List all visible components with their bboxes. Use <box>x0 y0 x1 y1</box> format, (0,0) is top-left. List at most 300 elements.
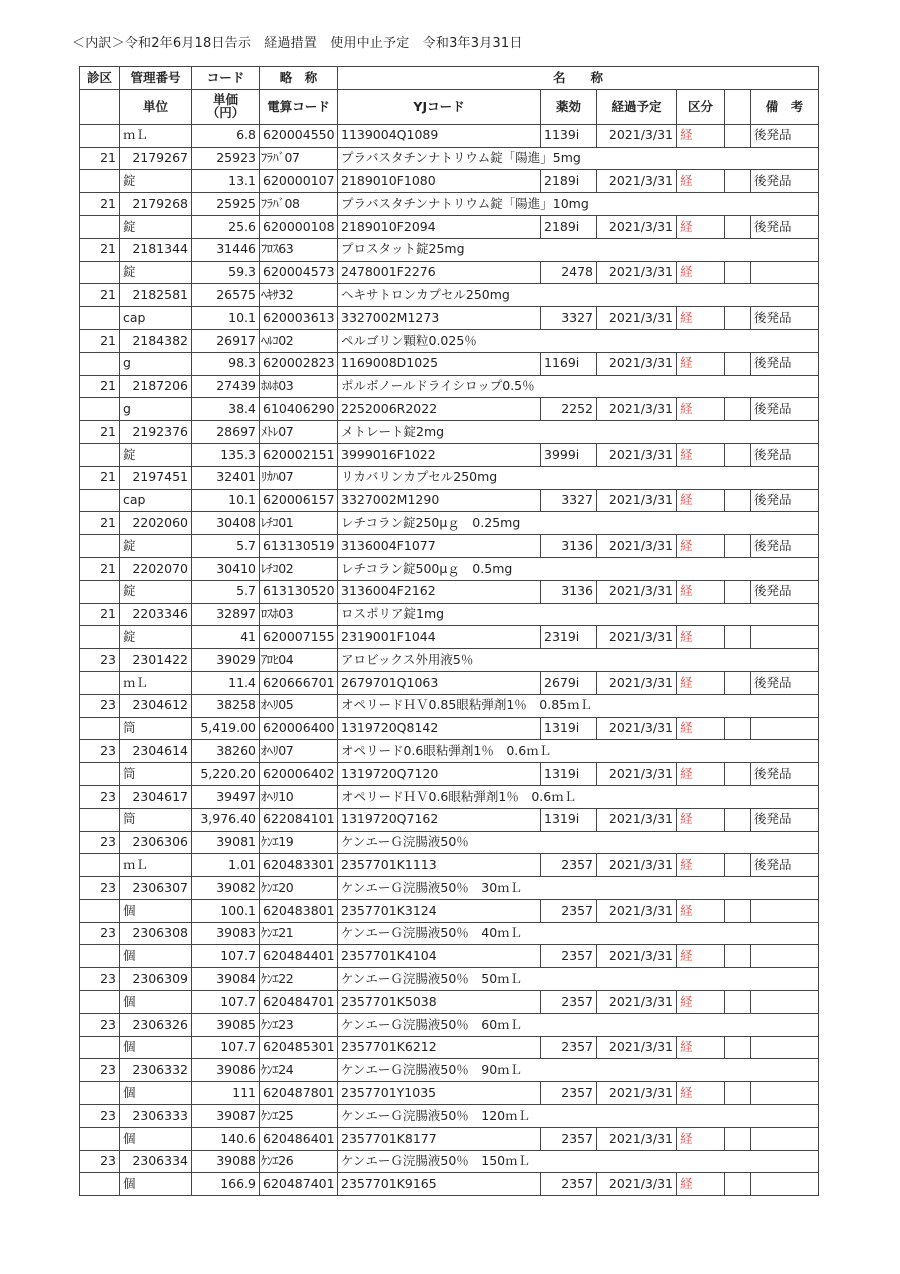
cell-yj: 2357701K9165 <box>338 1173 541 1196</box>
header-yj: YJコード <box>338 89 541 124</box>
cell-kubun: 経 <box>677 580 725 603</box>
cell-yakko: 3999i <box>541 443 597 466</box>
cell-tani: 錠 <box>120 170 192 193</box>
cell-name: ケンエーＧ浣腸液50％ 60ｍＬ <box>338 1013 725 1036</box>
table-row <box>80 512 819 535</box>
cell-name: アロビックス外用液5％ <box>338 649 725 672</box>
cell-biko <box>751 991 819 1014</box>
cell-yj: 2252006R2022 <box>338 398 541 421</box>
cell-kubun: 経 <box>677 170 725 193</box>
cell-price: 11.4 <box>192 671 260 694</box>
table-row <box>80 124 819 147</box>
cell-kanri: 2197451 <box>120 466 192 489</box>
table-row <box>80 557 819 580</box>
table-row <box>80 170 819 193</box>
cell-name: ケンエーＧ浣腸液50％ 30ｍＬ <box>338 877 725 900</box>
table-row <box>80 1013 819 1036</box>
cell-code: 31446 <box>192 238 260 261</box>
cell-ryaku: ﾚﾁｺ02 <box>260 557 338 580</box>
table-row <box>80 535 819 558</box>
table-row <box>80 261 819 284</box>
cell-price: 25.6 <box>192 215 260 238</box>
cell-tani: 錠 <box>120 580 192 603</box>
cell-date: 2021/3/31 <box>597 945 677 968</box>
cell-ryaku: ｱﾛﾋ04 <box>260 649 338 672</box>
cell-biko: 後発品 <box>751 443 819 466</box>
cell-kanri: 2301422 <box>120 649 192 672</box>
table-row <box>80 763 819 786</box>
cell-date: 2021/3/31 <box>597 124 677 147</box>
cell-densan: 620487401 <box>260 1173 338 1196</box>
cell-name: レチコラン錠250μｇ 0.25mg <box>338 512 725 535</box>
table-row <box>80 1127 819 1150</box>
cell-shinku: 21 <box>80 557 120 580</box>
table-row <box>80 284 819 307</box>
cell-biko: 後発品 <box>751 808 819 831</box>
cell-kubun: 経 <box>677 945 725 968</box>
cell-tani: g <box>120 352 192 375</box>
table-row <box>80 489 819 512</box>
cell-densan: 620002823 <box>260 352 338 375</box>
cell-yj: 2357701K3124 <box>338 899 541 922</box>
cell-tani: 錠 <box>120 626 192 649</box>
cell-name: メトレート錠2mg <box>338 421 725 444</box>
cell-densan: 622084101 <box>260 808 338 831</box>
cell-name: ロスポリア錠1mg <box>338 603 725 626</box>
cell-name: リカバリンカプセル250mg <box>338 466 725 489</box>
cell-yj: 2319001F1044 <box>338 626 541 649</box>
cell-shinku: 23 <box>80 922 120 945</box>
cell-code: 30408 <box>192 512 260 535</box>
cell-yj: 2357701Y1035 <box>338 1082 541 1105</box>
cell-kanri: 2306334 <box>120 1150 192 1173</box>
table-row <box>80 740 819 763</box>
cell-kubun: 経 <box>677 991 725 1014</box>
cell-kubun: 経 <box>677 626 725 649</box>
cell-yj: 3327002M1273 <box>338 307 541 330</box>
cell-yakko: 1319i <box>541 808 597 831</box>
table-row <box>80 147 819 170</box>
cell-ryaku: ｹﾝｴ19 <box>260 831 338 854</box>
cell-kubun: 経 <box>677 1127 725 1150</box>
cell-name: プラバスタチンナトリウム錠「陽進」10mg <box>338 193 725 216</box>
cell-tani: 筒 <box>120 717 192 740</box>
cell-name: レチコラン錠500μｇ 0.5mg <box>338 557 725 580</box>
cell-shinku: 21 <box>80 193 120 216</box>
cell-ryaku: ｹﾝｴ20 <box>260 877 338 900</box>
table-row <box>80 922 819 945</box>
cell-biko: 後発品 <box>751 535 819 558</box>
cell-yakko: 3136 <box>541 580 597 603</box>
cell-densan: 620003613 <box>260 307 338 330</box>
cell-kubun: 経 <box>677 717 725 740</box>
header-kubun: 区分 <box>677 89 725 124</box>
cell-biko: 後発品 <box>751 215 819 238</box>
cell-biko <box>751 945 819 968</box>
cell-yakko: 3327 <box>541 307 597 330</box>
cell-tani: 個 <box>120 1173 192 1196</box>
cell-price: 5.7 <box>192 580 260 603</box>
cell-ryaku: ｹﾝｴ26 <box>260 1150 338 1173</box>
cell-name: ケンエーＧ浣腸液50％ 150ｍＬ <box>338 1150 725 1173</box>
cell-yj: 2189010F1080 <box>338 170 541 193</box>
cell-biko <box>751 1173 819 1196</box>
cell-price: 41 <box>192 626 260 649</box>
cell-kubun: 経 <box>677 1173 725 1196</box>
cell-shinku: 21 <box>80 421 120 444</box>
cell-date: 2021/3/31 <box>597 717 677 740</box>
cell-price: 111 <box>192 1082 260 1105</box>
cell-yj: 2357701K6212 <box>338 1036 541 1059</box>
cell-date: 2021/3/31 <box>597 626 677 649</box>
cell-code: 39087 <box>192 1105 260 1128</box>
cell-biko: 後発品 <box>751 307 819 330</box>
table-row <box>80 215 819 238</box>
cell-code: 39085 <box>192 1013 260 1036</box>
cell-biko <box>751 1036 819 1059</box>
cell-densan: 620483801 <box>260 899 338 922</box>
cell-shinku: 21 <box>80 375 120 398</box>
cell-biko: 後発品 <box>751 763 819 786</box>
cell-tani: ｍＬ <box>120 124 192 147</box>
cell-date: 2021/3/31 <box>597 535 677 558</box>
cell-kubun: 経 <box>677 1036 725 1059</box>
cell-date: 2021/3/31 <box>597 352 677 375</box>
cell-kanri: 2306332 <box>120 1059 192 1082</box>
cell-ryaku: ｹﾝｴ21 <box>260 922 338 945</box>
cell-ryaku: ｹﾝｴ23 <box>260 1013 338 1036</box>
cell-biko: 後発品 <box>751 580 819 603</box>
cell-densan: 620484701 <box>260 991 338 1014</box>
cell-name: ケンエーＧ浣腸液50％ 40ｍＬ <box>338 922 725 945</box>
table-row <box>80 1036 819 1059</box>
cell-yj: 2357701K8177 <box>338 1127 541 1150</box>
cell-yakko: 1319i <box>541 763 597 786</box>
cell-price: 5.7 <box>192 535 260 558</box>
cell-name: ケンエーＧ浣腸液50％ 120ｍＬ <box>338 1105 725 1128</box>
cell-biko: 後発品 <box>751 854 819 877</box>
cell-shinku: 23 <box>80 1059 120 1082</box>
cell-densan: 620483301 <box>260 854 338 877</box>
cell-kubun: 経 <box>677 1082 725 1105</box>
header-tani: 単位 <box>120 89 192 124</box>
cell-price: 135.3 <box>192 443 260 466</box>
table-row <box>80 1105 819 1128</box>
cell-date: 2021/3/31 <box>597 215 677 238</box>
cell-yakko: 1139i <box>541 124 597 147</box>
header-tanka: 単価 （円） <box>192 89 260 124</box>
header-densan: 電算コード <box>260 89 338 124</box>
cell-shinku: 23 <box>80 649 120 672</box>
cell-date: 2021/3/31 <box>597 307 677 330</box>
cell-shinku: 21 <box>80 466 120 489</box>
cell-yakko: 2357 <box>541 1082 597 1105</box>
cell-yakko: 2357 <box>541 854 597 877</box>
cell-date: 2021/3/31 <box>597 899 677 922</box>
table-row <box>80 307 819 330</box>
cell-name: オペリード0.6眼粘弾剤1％ 0.6ｍＬ <box>338 740 725 763</box>
cell-ryaku: ﾌﾗﾊﾞ08 <box>260 193 338 216</box>
cell-code: 39083 <box>192 922 260 945</box>
cell-tani: ｍＬ <box>120 671 192 694</box>
cell-kubun: 経 <box>677 489 725 512</box>
cell-code: 30410 <box>192 557 260 580</box>
cell-price: 100.1 <box>192 899 260 922</box>
cell-ryaku: ｵﾍﾘ10 <box>260 785 338 808</box>
cell-yakko: 2189i <box>541 215 597 238</box>
cell-tani: 錠 <box>120 443 192 466</box>
cell-kanri: 2187206 <box>120 375 192 398</box>
cell-shinku: 23 <box>80 877 120 900</box>
table-row <box>80 808 819 831</box>
header-row-2 <box>80 89 819 124</box>
cell-name: ケンエーＧ浣腸液50％ 90ｍＬ <box>338 1059 725 1082</box>
cell-tani: 筒 <box>120 763 192 786</box>
table-row <box>80 193 819 216</box>
cell-kubun: 経 <box>677 443 725 466</box>
cell-biko <box>751 717 819 740</box>
cell-biko <box>751 1082 819 1105</box>
cell-price: 107.7 <box>192 945 260 968</box>
table-row <box>80 1082 819 1105</box>
cell-ryaku: ﾚﾁｺ01 <box>260 512 338 535</box>
cell-code: 32401 <box>192 466 260 489</box>
cell-shinku: 21 <box>80 238 120 261</box>
cell-yj: 1319720Q7120 <box>338 763 541 786</box>
table-row <box>80 329 819 352</box>
cell-yakko: 1169i <box>541 352 597 375</box>
cell-kanri: 2306333 <box>120 1105 192 1128</box>
cell-date: 2021/3/31 <box>597 1082 677 1105</box>
cell-yj: 2357701K1113 <box>338 854 541 877</box>
cell-price: 140.6 <box>192 1127 260 1150</box>
cell-kanri: 2306326 <box>120 1013 192 1036</box>
cell-date: 2021/3/31 <box>597 580 677 603</box>
cell-yakko: 3136 <box>541 535 597 558</box>
cell-yj: 1319720Q8142 <box>338 717 541 740</box>
cell-biko <box>751 626 819 649</box>
cell-biko: 後発品 <box>751 398 819 421</box>
cell-densan: 610406290 <box>260 398 338 421</box>
table-row <box>80 443 819 466</box>
cell-yakko: 2357 <box>541 945 597 968</box>
cell-name: ポルボノールドライシロップ0.5％ <box>338 375 725 398</box>
cell-shinku: 21 <box>80 284 120 307</box>
cell-shinku: 23 <box>80 785 120 808</box>
cell-shinku: 23 <box>80 1150 120 1173</box>
cell-ryaku: ﾍﾙｺ02 <box>260 329 338 352</box>
cell-ryaku: ｵﾍﾘ07 <box>260 740 338 763</box>
table-row <box>80 375 819 398</box>
cell-code: 26575 <box>192 284 260 307</box>
cell-price: 107.7 <box>192 991 260 1014</box>
table-row <box>80 352 819 375</box>
cell-date: 2021/3/31 <box>597 261 677 284</box>
cell-price: 166.9 <box>192 1173 260 1196</box>
cell-date: 2021/3/31 <box>597 854 677 877</box>
cell-kanri: 2304612 <box>120 694 192 717</box>
header-code: コード <box>192 67 260 90</box>
cell-ryaku: ｹﾝｴ24 <box>260 1059 338 1082</box>
cell-name: オペリードＨＶ0.6眼粘弾剤1％ 0.6ｍＬ <box>338 785 725 808</box>
page-caption: ＜内訳＞令和2年6月18日告示 経過措置 使用中止予定 令和3年3月31日 <box>72 36 523 51</box>
cell-biko: 後発品 <box>751 352 819 375</box>
cell-price: 98.3 <box>192 352 260 375</box>
cell-densan: 620002151 <box>260 443 338 466</box>
cell-kanri: 2306306 <box>120 831 192 854</box>
cell-tani: 個 <box>120 1082 192 1105</box>
cell-ryaku: ｹﾝｴ22 <box>260 968 338 991</box>
table-row <box>80 968 819 991</box>
cell-name: オペリードＨＶ0.85眼粘弾剤1％ 0.85ｍＬ <box>338 694 725 717</box>
cell-kanri: 2304614 <box>120 740 192 763</box>
table-row <box>80 1059 819 1082</box>
cell-shinku: 23 <box>80 968 120 991</box>
cell-densan: 620484401 <box>260 945 338 968</box>
cell-yakko: 3327 <box>541 489 597 512</box>
cell-kubun: 経 <box>677 352 725 375</box>
table-row <box>80 831 819 854</box>
cell-name: ケンエーＧ浣腸液50％ <box>338 831 725 854</box>
cell-yj: 1319720Q7162 <box>338 808 541 831</box>
cell-kubun: 経 <box>677 124 725 147</box>
cell-kubun: 経 <box>677 854 725 877</box>
header-row-1 <box>80 67 819 90</box>
cell-kanri: 2306309 <box>120 968 192 991</box>
cell-code: 39029 <box>192 649 260 672</box>
cell-shinku: 21 <box>80 603 120 626</box>
cell-biko <box>751 1127 819 1150</box>
cell-densan: 620000107 <box>260 170 338 193</box>
table-row <box>80 785 819 808</box>
cell-densan: 620006157 <box>260 489 338 512</box>
cell-date: 2021/3/31 <box>597 763 677 786</box>
cell-yakko: 2252 <box>541 398 597 421</box>
cell-price: 5,419.00 <box>192 717 260 740</box>
cell-ryaku: ﾌﾗﾊﾞ07 <box>260 147 338 170</box>
cell-tani: 個 <box>120 1036 192 1059</box>
cell-shinku: 23 <box>80 831 120 854</box>
cell-kubun: 経 <box>677 763 725 786</box>
cell-tani: 錠 <box>120 261 192 284</box>
header-kanri: 管理番号 <box>120 67 192 90</box>
cell-shinku: 21 <box>80 329 120 352</box>
cell-yakko: 2478 <box>541 261 597 284</box>
cell-kanri: 2202060 <box>120 512 192 535</box>
header-ryaku: 略 称 <box>260 67 338 90</box>
cell-ryaku: ｵﾍﾘ05 <box>260 694 338 717</box>
cell-price: 10.1 <box>192 489 260 512</box>
cell-tani: g <box>120 398 192 421</box>
cell-yj: 2679701Q1063 <box>338 671 541 694</box>
table-row <box>80 421 819 444</box>
cell-biko <box>751 899 819 922</box>
cell-date: 2021/3/31 <box>597 489 677 512</box>
cell-yakko: 2357 <box>541 899 597 922</box>
cell-biko: 後発品 <box>751 124 819 147</box>
cell-ryaku: ﾒﾄﾚ07 <box>260 421 338 444</box>
cell-date: 2021/3/31 <box>597 808 677 831</box>
cell-name: ヘキサトロンカプセル250mg <box>338 284 725 307</box>
table-row <box>80 717 819 740</box>
cell-shinku: 23 <box>80 1105 120 1128</box>
table-row <box>80 398 819 421</box>
cell-tani: cap <box>120 489 192 512</box>
cell-yj: 2478001F2276 <box>338 261 541 284</box>
cell-code: 25925 <box>192 193 260 216</box>
table-row <box>80 854 819 877</box>
cell-code: 39497 <box>192 785 260 808</box>
cell-date: 2021/3/31 <box>597 398 677 421</box>
table-row <box>80 991 819 1014</box>
cell-tani: 錠 <box>120 215 192 238</box>
cell-ryaku: ﾍｷｻ32 <box>260 284 338 307</box>
cell-name: プロスタット錠25mg <box>338 238 725 261</box>
cell-price: 10.1 <box>192 307 260 330</box>
cell-yakko: 2357 <box>541 1036 597 1059</box>
cell-date: 2021/3/31 <box>597 1173 677 1196</box>
cell-code: 39081 <box>192 831 260 854</box>
cell-tani: cap <box>120 307 192 330</box>
cell-densan: 620000108 <box>260 215 338 238</box>
cell-tani: 錠 <box>120 535 192 558</box>
cell-price: 3,976.40 <box>192 808 260 831</box>
table-row <box>80 626 819 649</box>
cell-kanri: 2203346 <box>120 603 192 626</box>
cell-densan: 620006400 <box>260 717 338 740</box>
cell-date: 2021/3/31 <box>597 443 677 466</box>
cell-code: 27439 <box>192 375 260 398</box>
cell-densan: 620487801 <box>260 1082 338 1105</box>
cell-densan: 620007155 <box>260 626 338 649</box>
cell-yj: 2357701K4104 <box>338 945 541 968</box>
cell-biko <box>751 261 819 284</box>
cell-price: 38.4 <box>192 398 260 421</box>
cell-kubun: 経 <box>677 671 725 694</box>
cell-yj: 3327002M1290 <box>338 489 541 512</box>
cell-kanri: 2179267 <box>120 147 192 170</box>
header-yakko: 薬効 <box>541 89 597 124</box>
cell-shinku: 21 <box>80 512 120 535</box>
cell-densan: 620485301 <box>260 1036 338 1059</box>
cell-code: 25923 <box>192 147 260 170</box>
cell-densan: 620004573 <box>260 261 338 284</box>
cell-price: 59.3 <box>192 261 260 284</box>
cell-kanri: 2306307 <box>120 877 192 900</box>
cell-kanri: 2306308 <box>120 922 192 945</box>
cell-date: 2021/3/31 <box>597 170 677 193</box>
cell-ryaku: ｹﾝｴ25 <box>260 1105 338 1128</box>
cell-yj: 2189010F2094 <box>338 215 541 238</box>
header-meisho: 名 称 <box>338 67 819 90</box>
cell-shinku: 21 <box>80 147 120 170</box>
cell-code: 38258 <box>192 694 260 717</box>
cell-yj: 3136004F1077 <box>338 535 541 558</box>
cell-yakko: 2319i <box>541 626 597 649</box>
cell-ryaku: ﾎﾙﾎ03 <box>260 375 338 398</box>
cell-code: 39088 <box>192 1150 260 1173</box>
cell-kubun: 経 <box>677 535 725 558</box>
cell-biko: 後発品 <box>751 671 819 694</box>
cell-code: 39086 <box>192 1059 260 1082</box>
cell-date: 2021/3/31 <box>597 1036 677 1059</box>
cell-kubun: 経 <box>677 398 725 421</box>
cell-name: ケンエーＧ浣腸液50％ 50ｍＬ <box>338 968 725 991</box>
table-row <box>80 694 819 717</box>
cell-price: 13.1 <box>192 170 260 193</box>
cell-code: 28697 <box>192 421 260 444</box>
cell-kanri: 2182581 <box>120 284 192 307</box>
